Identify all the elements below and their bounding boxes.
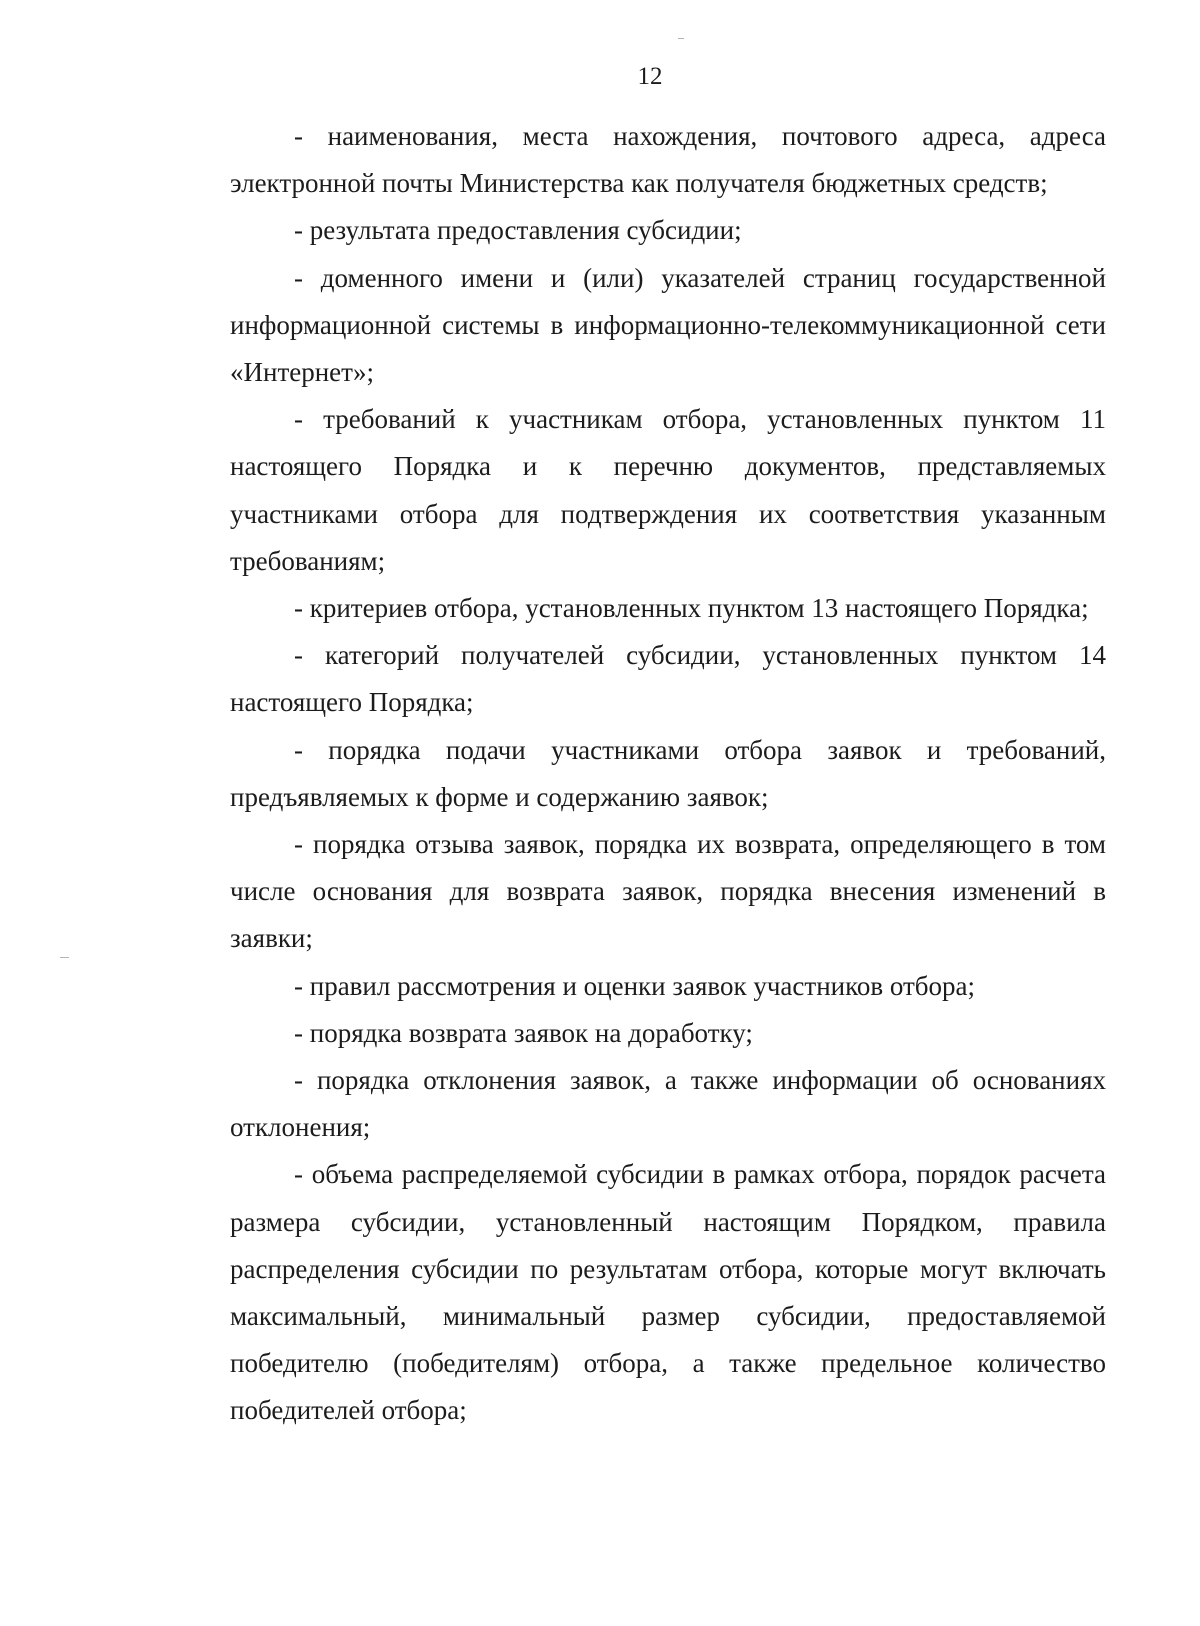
list-item: - критериев отбора, установленных пунктом 13 настоящего Порядка; [294,593,1089,624]
list-item: - результата предоставления субсидии; [294,215,742,246]
scan-speck [60,957,69,958]
list-item: - порядка отклонения заявок, а также информации об основаниях отклонения; [230,1065,1106,1143]
list-item: - порядка подачи участниками отбора заявок и требований, предъявляемых к форме и содержанию заявок; [230,734,1106,812]
list-item: - требований к участникам отбора, установленных пунктом 11 настоящего Порядка и к перечню документов, представляемых участниками отбора для подтверждения их соответствия указанным требованиям; [230,404,1106,576]
list-item: - порядка возврата заявок на доработку; [294,1017,753,1048]
page-number: 12 [637,63,663,90]
list-item: - правил рассмотрения и оценки заявок участников отбора; [294,970,976,1001]
scan-speck [678,38,684,39]
list-item: - объема распределяемой субсидии в рамках отбора, порядок расчета размера субсидии, установленный настоящим Порядком, правила распределения субсидии по результатам отбора, которые могут включать максимальный, минимальный размер субсидии, предоставляемой победителю (победителям) отбора, а также предельное количество победителей отбора; [230,1159,1106,1426]
list-item: - доменного имени и (или) указателей страниц государственной информационной системы в информационно-телекоммуникационной сети «Интернет»; [230,262,1106,388]
list-item: - категорий получателей субсидии, установленных пунктом 14 настоящего Порядка; [230,640,1106,718]
document-body [230,113,1106,1435]
list-item: - наименования, места нахождения, почтового адреса, адреса электронной почты Министерства как получателя бюджетных средств; [230,121,1106,199]
list-item: - порядка отзыва заявок, порядка их возврата, определяющего в том числе основания для возврата заявок, порядка внесения изменений в заявки; [230,829,1106,954]
